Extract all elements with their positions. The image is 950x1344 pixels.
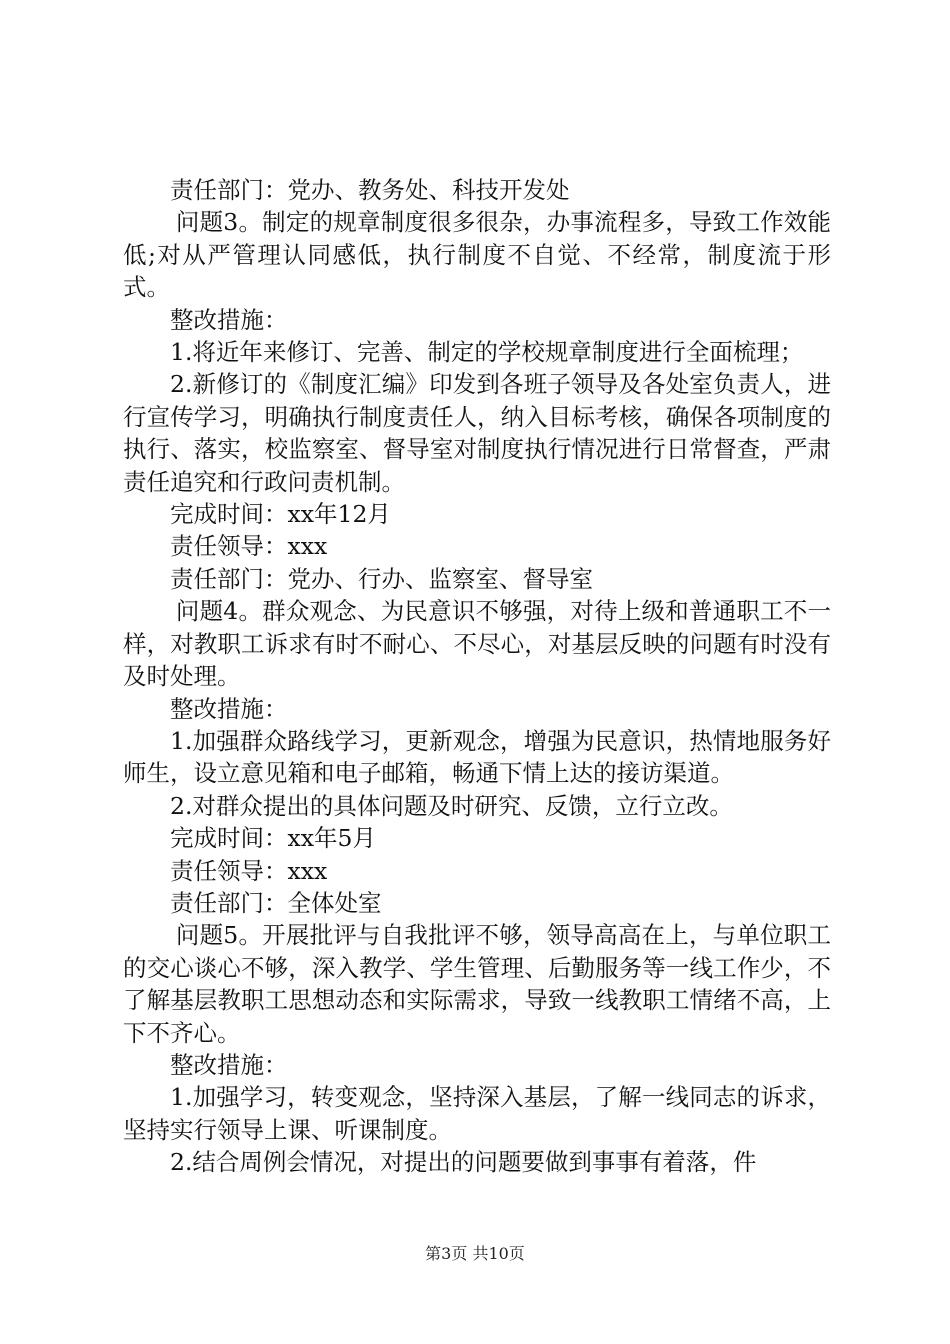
paragraph-measure-5-1: 1.加强学习，转变观念，坚持深入基层，了解一线同志的诉求，坚持实行领导上课、听课制度。	[123, 1083, 831, 1144]
paragraph-leader-3: 责任领导：xxx	[170, 532, 328, 561]
paragraph-leader-4: 责任领导：xxx	[170, 856, 328, 885]
paragraph-measure-3-2: 2.新修订的《制度汇编》印发到各班子领导及各处室负责人，进行宣传学习，明确执行制度责任人，纳入目标考核，确保各项制度的执行、落实，校监察室、督导室对制度执行情况进行日常督查，严肃责任追究和行政问责机制。	[123, 370, 831, 496]
paragraph-issue-4: 问题4。群众观念、为民意识不够强，对待上级和普通职工不一样，对教职工诉求有时不耐心、不尽心，对基层反映的问题有时没有及时处理。	[123, 597, 831, 691]
paragraph-measure-5-2: 2.结合周例会情况，对提出的问题要做到事事有着落，件	[170, 1148, 757, 1177]
document-body	[123, 174, 831, 1179]
paragraph-time-3: 完成时间：xx年12月	[170, 500, 391, 529]
page-footer: 第3页 共10页	[425, 1244, 525, 1263]
paragraph-dept-4: 责任部门：全体处室	[170, 888, 382, 917]
paragraph-measures-3-heading: 整改措施：	[170, 305, 288, 334]
paragraph-issue-3: 问题3。制定的规章制度很多很杂，办事流程多，导致工作效能低;对从严管理认同感低，执行制度不自觉、不经常，制度流于形式。	[123, 208, 831, 302]
paragraph-dept-3-prev: 责任部门：党办、教务处、科技开发处	[170, 176, 570, 204]
paragraph-measure-4-2: 2.对群众提出的具体问题及时研究、反馈，立行立改。	[170, 791, 733, 820]
paragraph-measures-5-heading: 整改措施：	[170, 1050, 288, 1079]
paragraph-time-4: 完成时间：xx年5月	[170, 824, 376, 853]
paragraph-measures-4-heading: 整改措施：	[170, 694, 288, 723]
paragraph-measure-3-1: 1.将近年来修订、完善、制定的学校规章制度进行全面梳理；	[170, 338, 804, 367]
paragraph-issue-5: 问题5。开展批评与自我批评不够，领导高高在上，与单位职工的交心谈心不够，深入教学、学生管理、后勤服务等一线工作少，不了解基层教职工思想动态和实际需求，导致一线教职工情绪不高，上下不齐心。	[123, 921, 831, 1047]
paragraph-dept-3: 责任部门：党办、行办、监察室、督导室	[170, 564, 593, 593]
paragraph-measure-4-1: 1.加强群众路线学习，更新观念，增强为民意识，热情地服务好师生，设立意见箱和电子邮箱，畅通下情上达的接访渠道。	[123, 726, 831, 788]
